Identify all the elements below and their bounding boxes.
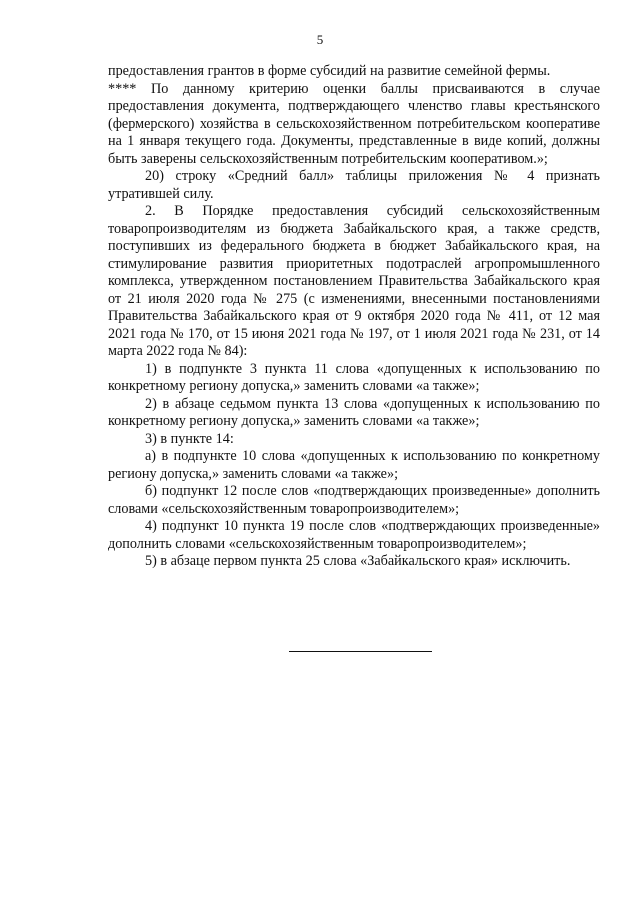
paragraph: 2) в абзаце седьмом пункта 13 слова «допущенных к использованию по конкретному региону допуска,» заменить словами «а также»; [108, 395, 600, 429]
paragraph: 20) строку «Средний балл» таблицы приложения № 4 признать утратившей силу. [108, 168, 600, 202]
paragraph: 5) в абзаце первом пункта 25 слова «Забайкальского края» исключить. [145, 553, 571, 569]
paragraph: б) подпункт 12 после слов «подтверждающих произведенные» дополнить словами «сельскохозяйственным товаропроизводителем»; [108, 483, 600, 517]
paragraph: 3) в пункте 14: [145, 430, 234, 447]
paragraph: предоставления грантов в форме субсидий на развитие семейной фермы. [108, 63, 551, 79]
paragraph: 4) подпункт 10 пункта 19 после слов «подтверждающих произведенные» дополнить словами «сельскохозяйственным товаропроизводителем»; [108, 518, 600, 552]
paragraph: 1) в подпункте 3 пункта 11 слова «допущенных к использованию по конкретному региону допуска,» заменить словами «а также»; [108, 360, 600, 394]
end-rule [289, 651, 432, 652]
page-number: 5 [316, 32, 324, 47]
paragraph: а) в подпункте 10 слова «допущенных к использованию по конкретному региону допуска,» заменить словами «а также»; [108, 448, 600, 482]
paragraph-footnote: **** По данному критерию оценки баллы присваиваются в случае предоставления документа, подтверждающего членство главы крестьянского (фермерского) хозяйства в сельскохозяйственном потребительском кооперативе на 1 января текущего года. Документы, представленные в виде копий, должны быть заверены сельскохозяйственным потребительским кооперативом.»; [108, 80, 600, 167]
document-body [108, 63, 600, 571]
paragraph: 2. В Порядке предоставления субсидий сельскохозяйственным товаропроизводителям из бюджета Забайкальского края, а также средств, поступивших из федерального бюджета в бюджет Забайкальского края, на стимулирование развития приоритетных подотраслей агропромышленного комплекса, утвержденном постановлением Правительства Забайкальского края от 21 июля 2020 года № 275 (с изменениями, внесенными постановлениями Правительства Забайкальского края от 9 октября 2020 года № 411, от 12 мая 2021 года № 170, от 15 июня 2021 года № 197, от 1 июля 2021 года № 231, от 14 марта 2022 года № 84): [108, 203, 600, 359]
